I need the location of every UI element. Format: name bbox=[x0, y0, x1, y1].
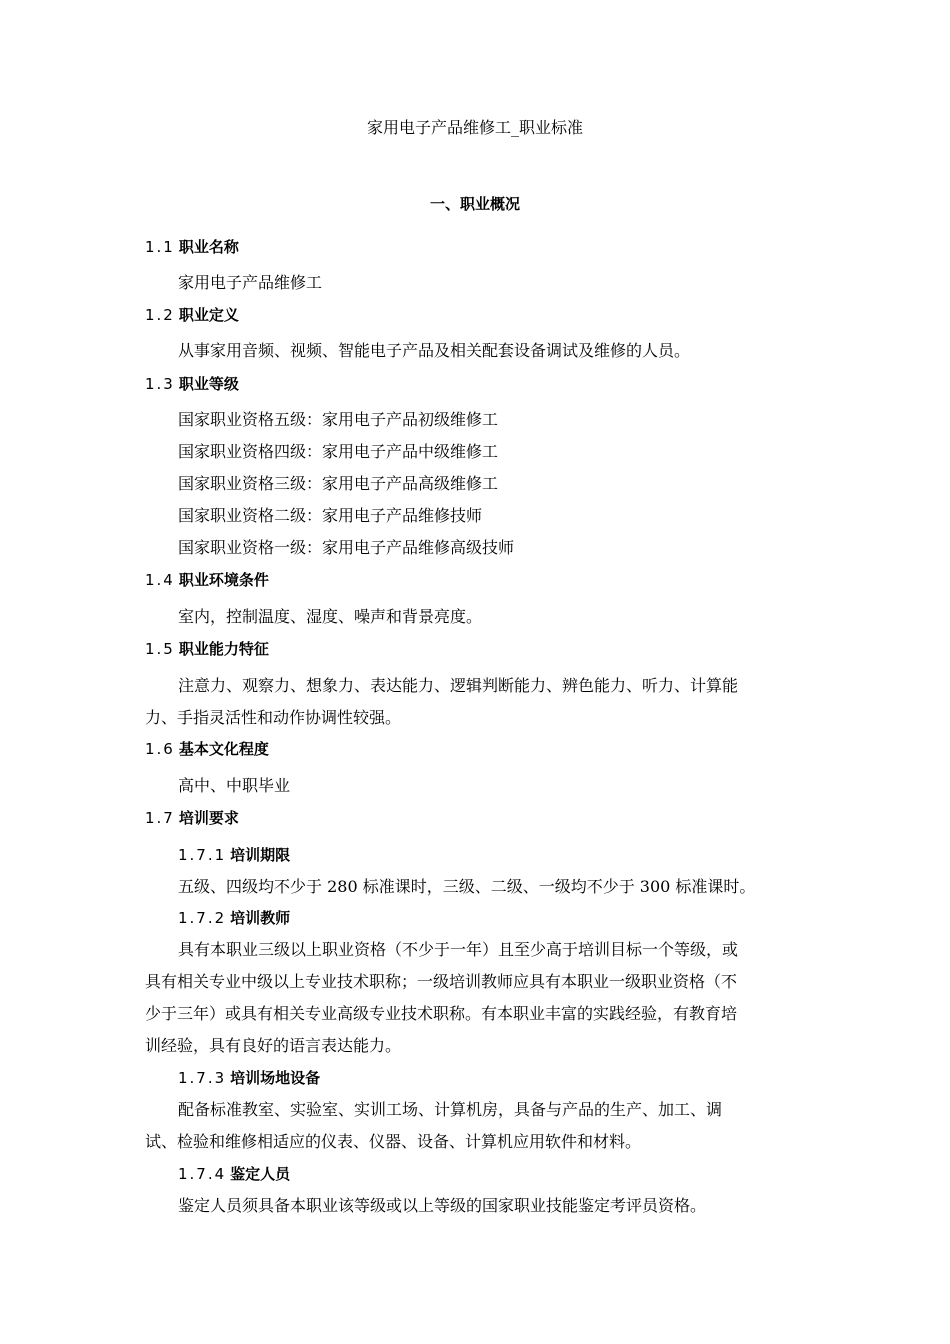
paragraph-line: 配备标准教室、实验室、实训工场、计算机房，具备与产品的生产、加工、调 bbox=[178, 1100, 723, 1119]
section-heading-1-6 bbox=[145, 739, 269, 759]
section-title: 培训场地设备 bbox=[230, 1069, 321, 1087]
paragraph-line: 试、检验和维修相适应的仪表、仪器、设备、计算机应用软件和材料。 bbox=[145, 1132, 642, 1151]
section-number: 1.7.4 bbox=[178, 1165, 227, 1183]
section-heading-1-7 bbox=[145, 808, 239, 828]
paragraph-line: 具有相关专业中级以上专业技术职称；一级培训教师应具有本职业一级职业资格（不 bbox=[145, 972, 738, 991]
section-title: 职业名称 bbox=[178, 238, 239, 256]
paragraph-line: 注意力、观察力、想象力、表达能力、逻辑判断能力、辨色能力、听力、计算能 bbox=[178, 676, 739, 695]
list-item-level: 国家职业资格一级：家用电子产品维修高级技师 bbox=[178, 538, 515, 557]
section-title: 鉴定人员 bbox=[230, 1165, 291, 1183]
section-number: 1.7 bbox=[145, 809, 175, 827]
paragraph: 五级、四级均不少于 280 标准课时，三级、二级、一级均不少于 300 标准课时。 bbox=[178, 877, 756, 896]
section-heading-1-3 bbox=[145, 374, 239, 394]
section-title: 职业定义 bbox=[178, 306, 239, 324]
section-title: 职业等级 bbox=[178, 375, 239, 393]
paragraph: 从事家用音频、视频、智能电子产品及相关配套设备调试及维修的人员。 bbox=[178, 341, 691, 360]
subsection-heading-1-7-3 bbox=[178, 1068, 320, 1088]
section-number: 1.6 bbox=[145, 740, 175, 758]
section-heading-1-4 bbox=[145, 570, 269, 590]
section-number: 1.4 bbox=[145, 571, 175, 589]
section-heading-1-1 bbox=[145, 237, 239, 257]
paragraph-line: 训经验，具有良好的语言表达能力。 bbox=[145, 1036, 402, 1055]
subsection-heading-1-7-4 bbox=[178, 1164, 290, 1184]
section-number: 1.2 bbox=[145, 306, 175, 324]
section-title: 培训期限 bbox=[230, 846, 291, 864]
list-item-level: 国家职业资格四级：家用电子产品中级维修工 bbox=[178, 442, 499, 461]
list-item-level: 国家职业资格五级：家用电子产品初级维修工 bbox=[178, 410, 499, 429]
section-number: 1.7.3 bbox=[178, 1069, 227, 1087]
section-number: 1.7.1 bbox=[178, 846, 227, 864]
paragraph-line: 少于三年）或具有相关专业高级专业技术职称。有本职业丰富的实践经验，有教育培 bbox=[145, 1004, 738, 1023]
paragraph-line: 具有本职业三级以上职业资格（不少于一年）且至少高于培训目标一个等级，或 bbox=[178, 940, 739, 959]
section-number: 1.7.2 bbox=[178, 909, 227, 927]
paragraph: 高中、中职毕业 bbox=[178, 776, 291, 795]
section-title: 职业能力特征 bbox=[178, 640, 269, 658]
chapter-heading: 一、职业概况 bbox=[429, 195, 520, 213]
subsection-heading-1-7-1 bbox=[178, 845, 290, 865]
section-title: 培训要求 bbox=[178, 809, 239, 827]
list-item-level: 国家职业资格二级：家用电子产品维修技师 bbox=[178, 506, 483, 525]
section-heading-1-5 bbox=[145, 639, 269, 659]
section-number: 1.5 bbox=[145, 640, 175, 658]
paragraph: 鉴定人员须具备本职业该等级或以上等级的国家职业技能鉴定考评员资格。 bbox=[178, 1196, 707, 1215]
list-item-level: 国家职业资格三级：家用电子产品高级维修工 bbox=[178, 474, 499, 493]
section-heading-1-2 bbox=[145, 305, 239, 325]
section-number: 1.1 bbox=[145, 238, 175, 256]
paragraph-line: 力、手指灵活性和动作协调性较强。 bbox=[145, 708, 402, 727]
document-title: 家用电子产品维修工_职业标准 bbox=[366, 118, 583, 137]
subsection-heading-1-7-2 bbox=[178, 908, 290, 928]
section-title: 基本文化程度 bbox=[178, 740, 269, 758]
section-title: 培训教师 bbox=[230, 909, 291, 927]
paragraph: 家用电子产品维修工 bbox=[178, 273, 323, 292]
section-title: 职业环境条件 bbox=[178, 571, 269, 589]
paragraph: 室内，控制温度、湿度、噪声和背景亮度。 bbox=[178, 607, 483, 626]
section-number: 1.3 bbox=[145, 375, 175, 393]
